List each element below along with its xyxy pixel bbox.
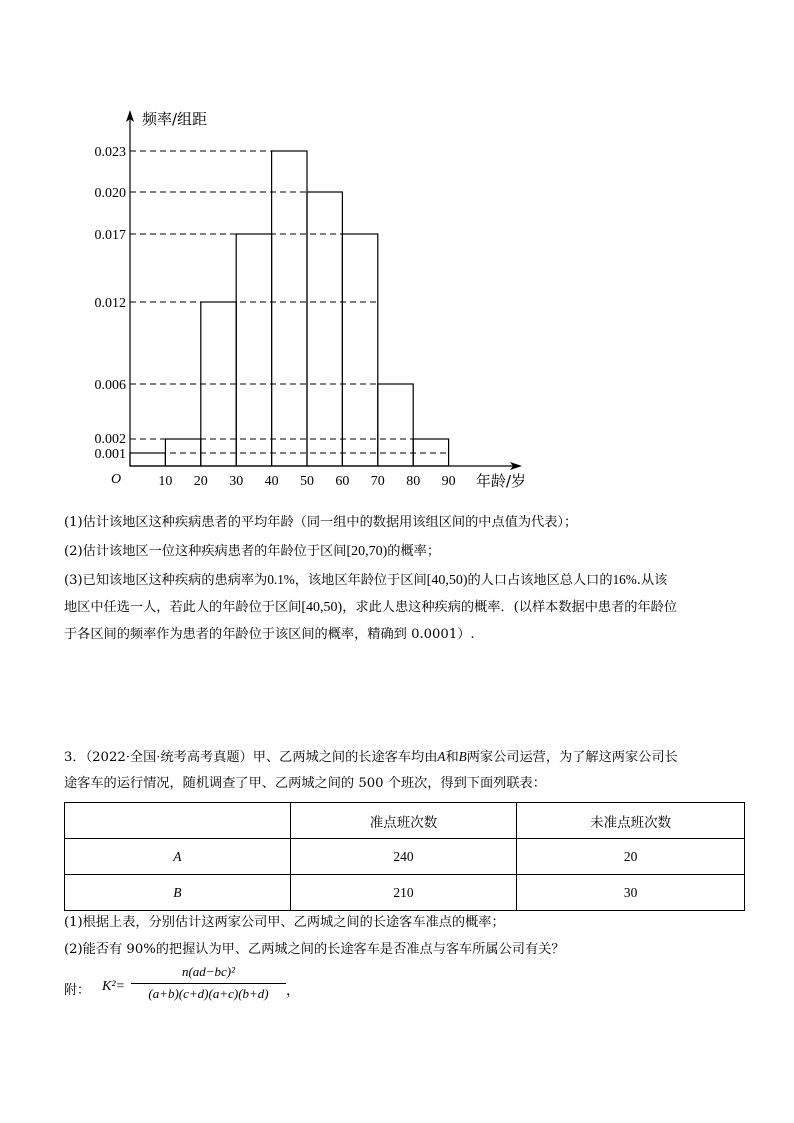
x-tick-label: 40: [264, 474, 279, 489]
q2-p3-text-b: ，该地区年龄位于区间: [294, 573, 427, 588]
x-tick-label: 30: [229, 474, 244, 489]
q3-intro-text: 3．（2022·全国·统考高考真题）甲、乙两城之间的长途客车均由: [64, 750, 438, 765]
x-tick-label: 50: [300, 474, 314, 489]
question-3-part-2: [64, 942, 565, 958]
histogram-bar-80-90: [413, 439, 448, 466]
chi-square-formula: [64, 962, 364, 1012]
q3-intro-and: 和: [445, 750, 459, 765]
x-tick-label: 70: [370, 474, 385, 489]
q3-company-a: A: [437, 749, 446, 764]
q2-p3-text-c: 的人口占该地区总人口的: [467, 573, 613, 588]
q3-intro-line2-text: 途客车的运行情况，随机调查了甲、乙两城之间的 500 个班次，得到下面列联表：: [64, 776, 546, 791]
table-header-cell: [65, 803, 291, 839]
histogram-bar-30-40: [236, 234, 271, 466]
table-header-cell: 未准点班次数: [517, 803, 745, 839]
table-cell: 20: [517, 839, 745, 875]
question-2-part-3-line-1: [64, 572, 667, 589]
table-row: [65, 839, 745, 875]
y-tick-label: 0.001: [94, 447, 126, 462]
q2-p3-interval: [40,50): [426, 573, 468, 588]
x-tick-label: 90: [441, 474, 456, 489]
q2-p2-interval: [20,70): [346, 544, 388, 559]
formula-k-squared: K²=: [102, 979, 125, 994]
table-row-label: B: [65, 875, 291, 911]
q3-p2-text: (2)能否有 90%的把握认为甲、乙两城之间的长途客车是否准点与客车所属公司有关？: [64, 942, 565, 957]
histogram-bar-60-70: [342, 234, 377, 466]
q2-p3-line3-text: 于各区间的频率作为患者的年龄位于该区间的概率，精确到 0.0001）.: [64, 627, 475, 642]
contingency-table: [64, 802, 745, 911]
table-cell: 240: [290, 839, 517, 875]
question-3-intro-line-1: [64, 749, 678, 766]
y-tick-label: 0.006: [94, 378, 126, 393]
question-2-part-2: [64, 544, 440, 560]
y-axis-label: 频率/组距: [142, 110, 208, 128]
table-cell: 210: [290, 875, 517, 911]
histogram-bar-70-80: [378, 384, 413, 466]
table-row-label: A: [65, 839, 291, 875]
histogram-bars: [130, 151, 449, 466]
x-tick-label: 10: [158, 474, 173, 489]
question-2-part-1: [64, 515, 577, 531]
table-cell: 30: [517, 875, 745, 911]
question-3-part-1: [64, 915, 505, 931]
formula-denominator: (a+b)(c+d)(a+c)(b+d): [148, 986, 269, 1001]
x-tick-label: 20: [193, 474, 208, 489]
fraction-bar: [131, 983, 286, 984]
table-header-cell: 准点班次数: [290, 803, 517, 839]
y-tick-label: 0.002: [94, 432, 126, 447]
histogram-bar-20-30: [201, 302, 236, 466]
q2-p2-text: (2)估计该地区一位这种疾病患者的年龄位于区间: [64, 544, 347, 559]
q2-p3-rate: 0.1%: [267, 572, 295, 587]
formula-comma: ，: [286, 984, 300, 999]
origin-label: O: [110, 472, 122, 487]
q2-p3-line2-text-b: ，求此人患这种疾病的概率．(以样本数据中患者的年龄位: [342, 600, 678, 615]
formula-numerator: n(ad−bc)²: [181, 964, 236, 979]
formula-fraction: [131, 964, 286, 1002]
q2-p3-line2-text: 地区中任选一人，若此人的年龄位于区间: [64, 600, 302, 615]
x-tick-label: 60: [335, 474, 350, 489]
y-tick-label: 0.017: [94, 228, 126, 243]
y-tick-label: 0.023: [94, 145, 126, 160]
table-row: [65, 875, 745, 911]
q2-p2-text-end: 的概率；: [387, 544, 441, 559]
formula-label: 附：: [64, 983, 91, 998]
x-axis-label: 年龄/岁: [476, 472, 527, 490]
q2-p1-text: (1)估计该地区这种疾病患者的平均年龄（同一组中的数据用该组区间的中点值为代表）；: [64, 515, 578, 530]
q3-company-b: B: [458, 749, 467, 764]
y-tick-label: 0.020: [94, 186, 126, 201]
q3-p1-text: (1)根据上表，分别估计这两家公司甲、乙两城之间的长途客车准点的概率；: [64, 915, 505, 930]
q2-p3-text: (3)已知该地区这种疾病的患病率为: [64, 573, 268, 588]
question-3-intro-line-2: [64, 776, 546, 792]
q2-p3-percent: 16%: [612, 572, 637, 587]
histogram-bar-10-20: [165, 439, 200, 466]
histogram-bar-0-10: [130, 453, 165, 466]
question-2-part-3-line-3: [64, 627, 475, 643]
x-tick-label: 80: [406, 474, 421, 489]
histogram-chart: [0, 0, 794, 500]
q2-p3-text-d: .从该: [636, 573, 668, 588]
histogram-bar-50-60: [307, 192, 342, 466]
q3-intro-text-b: 两家公司运营，为了解这两家公司长: [466, 750, 678, 765]
y-tick-label: 0.012: [94, 296, 126, 311]
question-2-part-3-line-2: [64, 600, 677, 616]
table-header-row: [65, 803, 745, 839]
q2-p3-line2-interval: [40,50): [301, 600, 343, 615]
histogram-bar-40-50: [272, 151, 307, 466]
